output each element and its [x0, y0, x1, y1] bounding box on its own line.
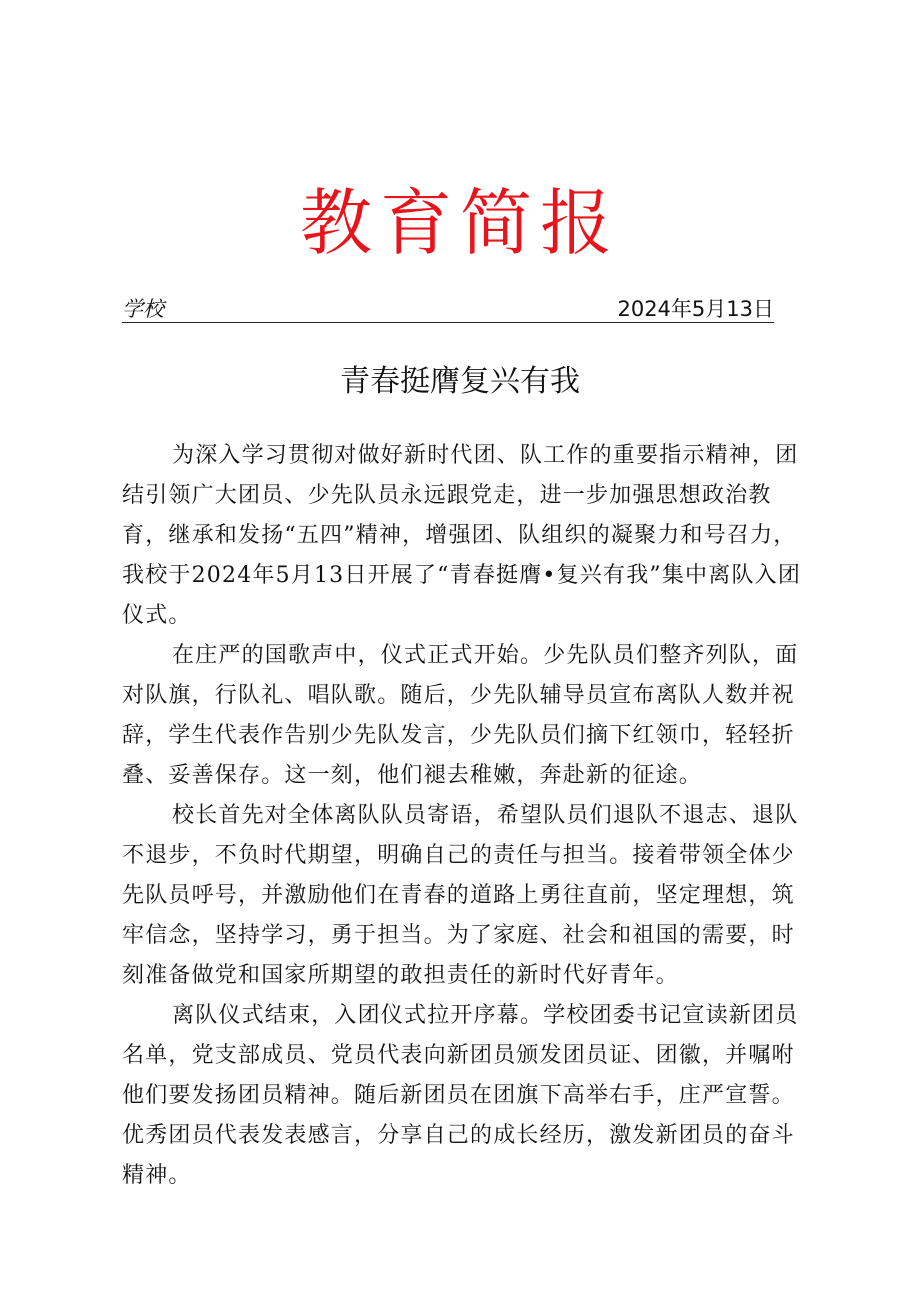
issue-date: 2024年5月13日: [617, 297, 774, 321]
paragraph: 离队仪式结束，入团仪式拉开序幕。学校团委书记宣读新团员名单，党支部成员、党员代表向新团员颁发团员证、团徽，并嘱咐他们要发扬团员精神。随后新团员在团旗下高举右手，庄严宣誓。优秀团员代表发表感言，分享自己的成长经历，激发新团员的奋斗精神。: [122, 1003, 799, 1188]
masthead-title: 教育简报: [299, 181, 620, 265]
article-title: 青春挺膺复兴有我: [340, 364, 580, 399]
school-label: 学校: [122, 297, 164, 321]
article-body: [122, 436, 812, 1196]
meta-row: [122, 296, 774, 323]
paragraph: 校长首先对全体离队队员寄语，希望队员们退队不退志、退队不退步，不负时代期望，明确自己的责任与担当。接着带领全体少先队员呼号，并激励他们在青春的道路上勇往直前，坚定理想，筑牢信念，坚持学习，勇于担当。为了家庭、社会和祖国的需要，时刻准备做党和国家所期望的敢担责任的新时代好青年。: [122, 803, 799, 988]
paragraph: 为深入学习贯彻对做好新时代团、队工作的重要指示精神，团结引领广大团员、少先队员永远跟党走，进一步加强思想政治教育，继承和发扬“五四”精神，增强团、队组织的凝聚力和号召力，我校于2024年5月13日开展了“青春挺膺•复兴有我”集中离队入团仪式。: [122, 443, 802, 628]
paragraph: 在庄严的国歌声中，仪式正式开始。少先队员们整齐列队，面对队旗，行队礼、唱队歌。随后，少先队辅导员宣布离队人数并祝辞，学生代表作告别少先队发言，少先队员们摘下红领巾，轻轻折叠、妥善保存。这一刻，他们褪去稚嫩，奔赴新的征途。: [122, 643, 799, 788]
